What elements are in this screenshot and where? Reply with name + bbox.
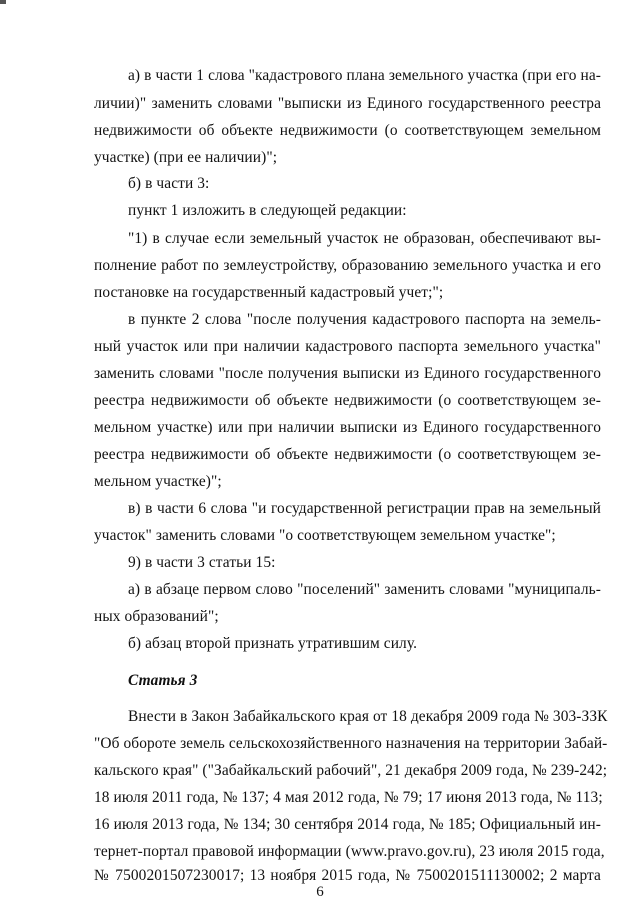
text-line: а) в абзаце первом слово "поселений" заменить словами "муниципаль-	[128, 581, 601, 598]
text-line: а) в части 1 слова "кадастрового плана земельного участка (при его на-	[128, 67, 601, 84]
article-heading: Статья 3	[128, 672, 198, 689]
text-line: участок" заменить словами "о соответствующем земельном участке";	[94, 527, 556, 544]
text-line: 16 июля 2013 года, № 134; 30 сентября 2014 года, № 185; Официальный ин-	[94, 816, 601, 833]
text-line: б) абзац второй признать утратившим силу.	[128, 635, 418, 652]
text-line: тернет-портал правовой информации (www.pravo.gov.ru), 23 июля 2015 года,	[94, 843, 605, 860]
text-line: б) в части 3:	[128, 175, 210, 192]
text-line: в) в части 6 слова "и государственной регистрации прав на земельный	[128, 500, 601, 517]
text-line: мельном участке) или при наличии выписки из Единого государственного	[94, 419, 601, 436]
text-line: заменить словами "после получения выписки из Единого государственного	[94, 365, 601, 382]
text-line: Внести в Закон Забайкальского края от 18 декабря 2009 года № 303-ЗЗК	[128, 708, 608, 725]
text-line: личии)" заменить словами "выписки из Единого государственного реестра	[94, 95, 601, 112]
page-number: 6	[316, 884, 324, 900]
text-line: 9) в части 3 статьи 15:	[128, 554, 276, 571]
text-line: "1) в случае если земельный участок не образован, обеспечивают вы-	[128, 230, 601, 247]
text-line: ных образований";	[94, 608, 219, 625]
text-line: 18 июля 2011 года, № 137; 4 мая 2012 года, № 79; 17 июня 2013 года, № 113;	[94, 789, 603, 806]
text-line: в пункте 2 слова "после получения кадастрового паспорта на земель-	[128, 311, 601, 328]
text-line: мельном участке)";	[94, 473, 222, 490]
text-line: участке) (при ее наличии)";	[94, 149, 278, 166]
text-line: кальского края" ("Забайкальский рабочий", 21 декабря 2009 года, № 239-242;	[94, 762, 608, 779]
text-line: реестра недвижимости об объекте недвижимости (о соответствующем зе-	[94, 446, 601, 463]
text-line: реестра недвижимости об объекте недвижимости (о соответствующем зе-	[94, 392, 601, 409]
scan-corner-mark	[0, 0, 6, 4]
text-line: "Об обороте земель сельскохозяйственного назначения на территории Забай-	[94, 735, 608, 752]
text-line: недвижимости об объекте недвижимости (о соответствующем земельном	[94, 122, 601, 139]
text-line: постановке на государственный кадастровый учет;";	[94, 284, 444, 301]
text-line: ный участок или при наличии кадастрового паспорта земельного участка"	[94, 338, 601, 355]
text-line: № 7500201507230017; 13 ноября 2015 года, № 7500201511130002; 2 марта	[94, 867, 601, 884]
text-line: полнение работ по землеустройству, образованию земельного участка и его	[94, 257, 601, 274]
text-line: пункт 1 изложить в следующей редакции:	[128, 202, 407, 219]
